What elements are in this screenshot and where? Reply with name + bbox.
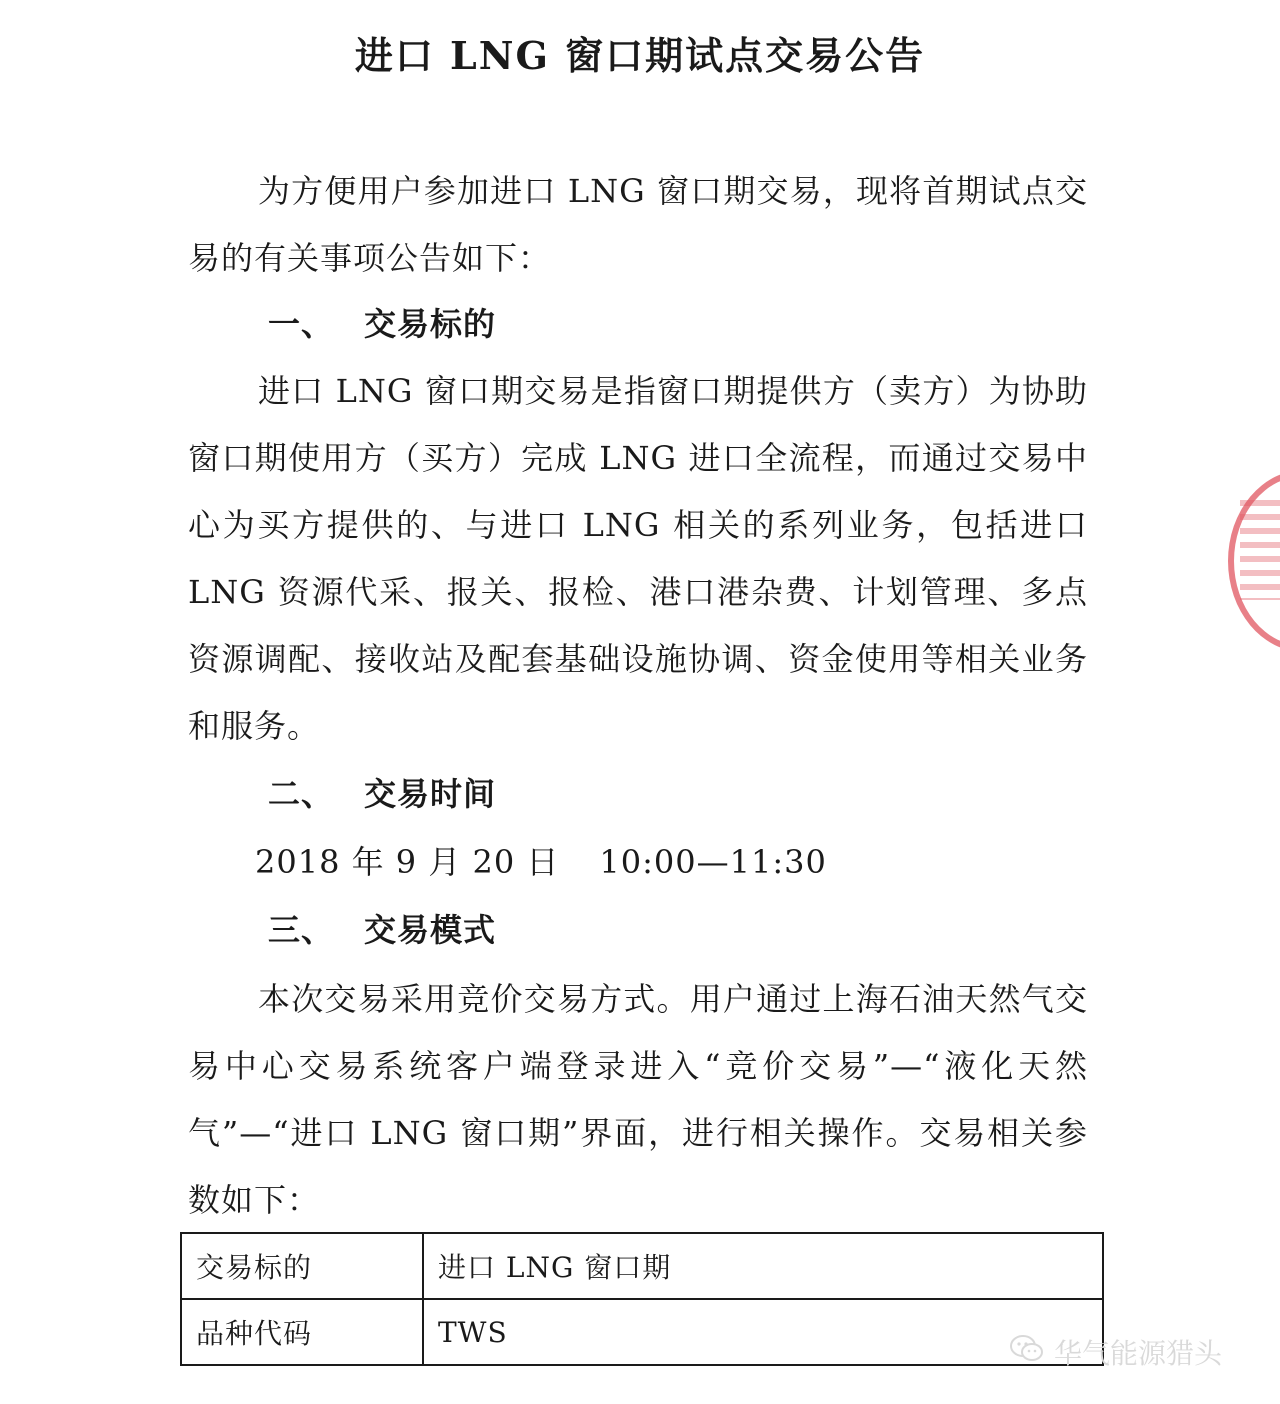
section-body-3: 本次交易采用竞价交易方式。用户通过上海石油天然气交易中心交易系统客户端登录进入“竞价交易”—“液化天然气”—“进口 LNG 窗口期”界面，进行相关操作。交易相关参数如下： <box>188 980 1088 1219</box>
section-title: 交易标的 <box>364 305 497 343</box>
official-seal-text-mark <box>1240 500 1280 600</box>
table-cell-key: 品种代码 <box>181 1299 423 1365</box>
intro-paragraph: 为方便用户参加进口 LNG 窗口期交易，现将首期试点交易的有关事项公告如下： <box>188 172 1088 277</box>
watermark-text: 华气能源猎头 <box>1054 1337 1223 1370</box>
section-number: 二、 <box>268 775 335 813</box>
wechat-icon <box>1010 1334 1044 1371</box>
section-body-1: 进口 LNG 窗口期交易是指窗口期提供方（卖方）为协助窗口期使用方（买方）完成 LNG 进口全流程，而通过交易中心为买方提供的、与进口 LNG 相关的系列业务，包括进口 LNG 资源代采、报关、报检、港口港杂费、计划管理、多点资源调配、接收站及配套基础设施协调、资金使用等相关业务和服务。 <box>188 372 1088 745</box>
watermark <box>1010 1332 1222 1372</box>
section-number: 一、 <box>268 305 335 343</box>
table-row <box>181 1299 1103 1365</box>
trading-time-line <box>255 834 827 890</box>
table-cell-value: TWS <box>423 1299 1103 1365</box>
section-title: 交易时间 <box>364 775 497 813</box>
trading-date: 2018 年 9 月 20 日 <box>255 843 560 881</box>
page-title: 进口 LNG 窗口期试点交易公告 <box>354 33 926 78</box>
section-number: 三、 <box>268 911 335 949</box>
section-heading-2 <box>268 766 496 822</box>
trading-time: 10:00—11:30 <box>599 843 827 881</box>
section-heading-1 <box>268 296 496 352</box>
table-cell-key: 交易标的 <box>181 1233 423 1299</box>
section-title: 交易模式 <box>364 911 497 949</box>
params-table <box>180 1232 1104 1366</box>
section-heading-3 <box>268 902 496 958</box>
table-row <box>181 1233 1103 1299</box>
table-cell-value: 进口 LNG 窗口期 <box>423 1233 1103 1299</box>
